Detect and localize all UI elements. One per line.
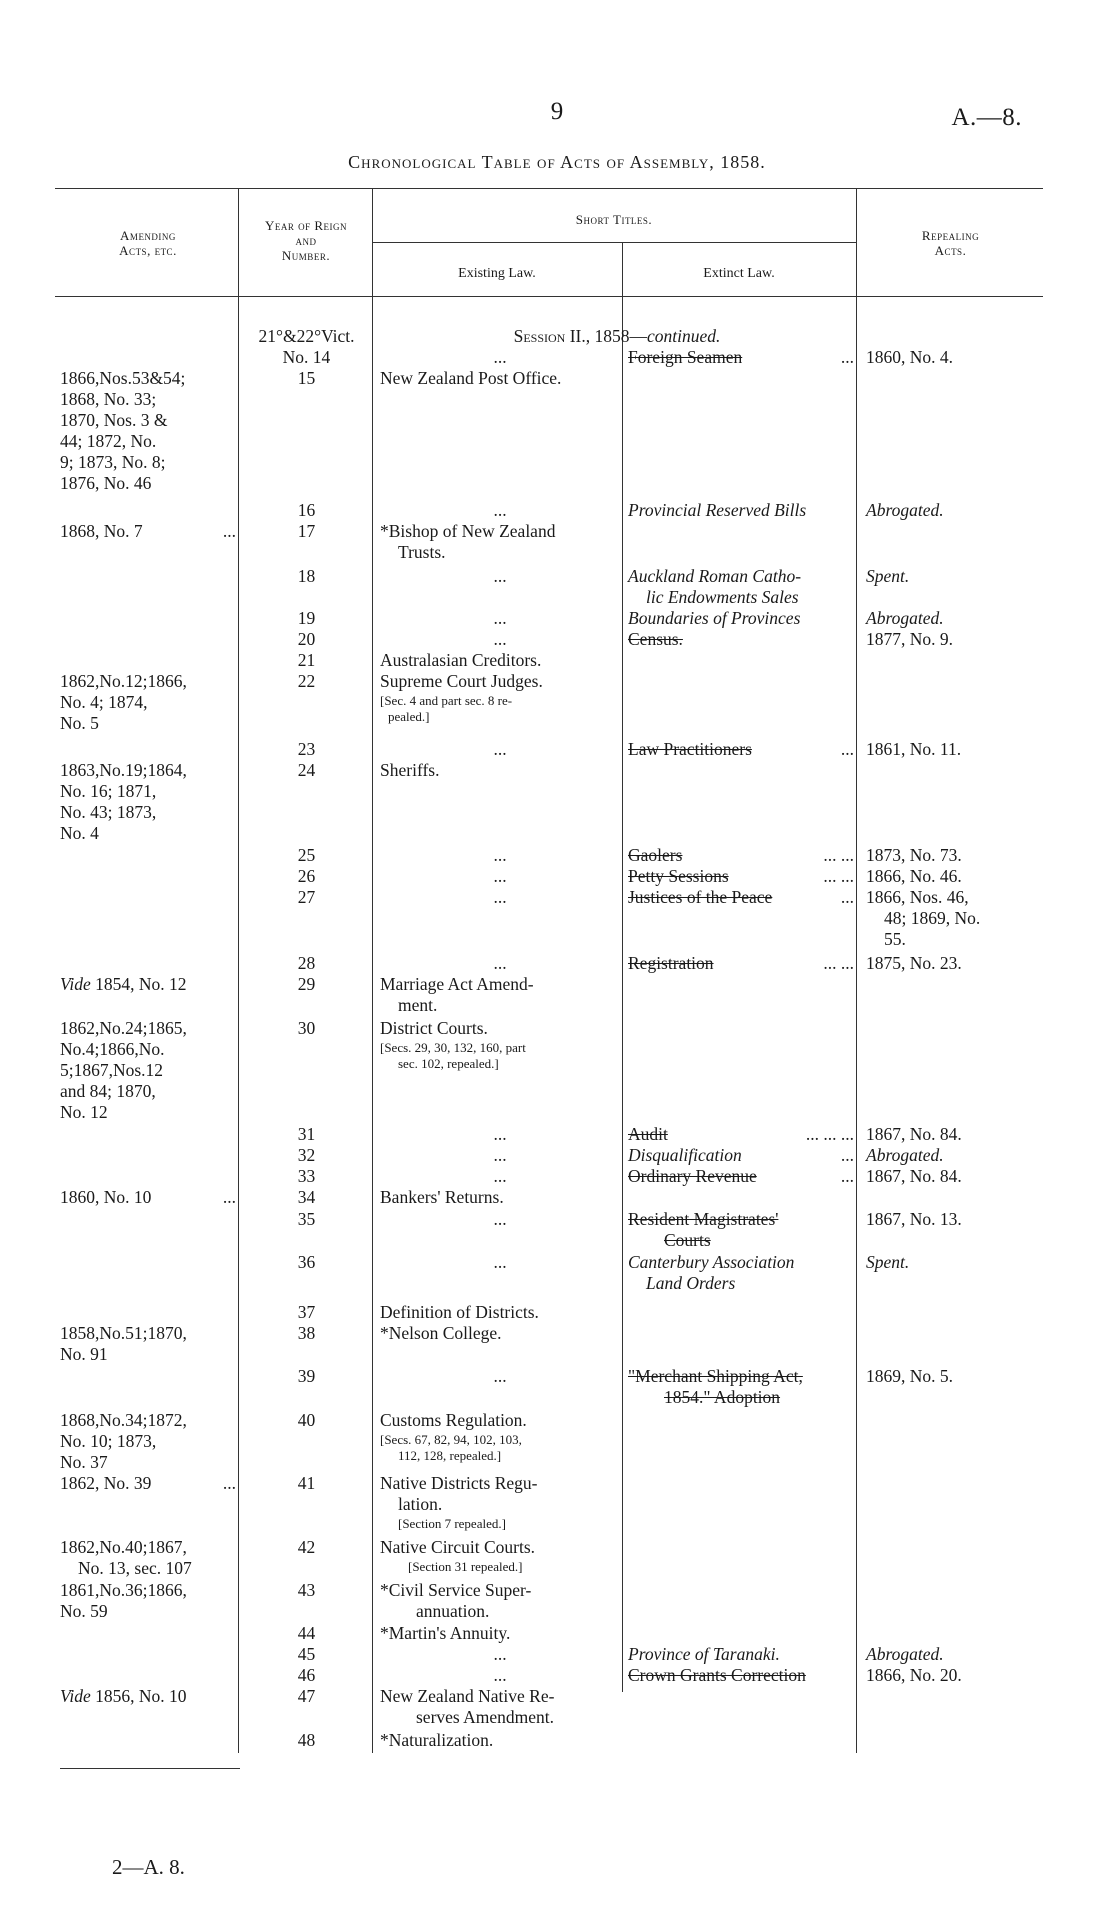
short-titles-subrule bbox=[372, 242, 856, 243]
row-45-repealing: Abrogated. bbox=[866, 1644, 944, 1664]
row-43-existing: *Civil Service Super- annuation. bbox=[380, 1580, 532, 1621]
row-34-year: 34 bbox=[297, 1187, 316, 1207]
row-19-extinct: Boundaries of Provinces bbox=[628, 608, 801, 628]
row-41-note: [Section 7 repealed.] bbox=[398, 1516, 506, 1531]
header-year: Year of Reign and Number. bbox=[264, 218, 348, 263]
row-26-repealing: 1866, No. 46. bbox=[866, 866, 962, 886]
row-36-existing: ... bbox=[493, 1252, 507, 1272]
row-39-existing: ... bbox=[493, 1366, 507, 1386]
row-22-year: 22 bbox=[297, 671, 316, 691]
row-30-year: 30 bbox=[297, 1018, 316, 1038]
row-44-year: 44 bbox=[297, 1623, 316, 1643]
row-26-extinct: Petty Sessions ... ... bbox=[628, 866, 854, 886]
row-34-existing: Bankers' Returns. bbox=[380, 1187, 504, 1207]
row-25-existing: ... bbox=[493, 845, 507, 865]
header-bottom-rule bbox=[55, 296, 1043, 297]
row-23-repealing: 1861, No. 11. bbox=[866, 739, 962, 759]
row-47-year: 47 bbox=[297, 1686, 316, 1706]
row-15-existing: New Zealand Post Office. bbox=[380, 368, 562, 388]
header-extinct-law: Extinct Law. bbox=[703, 266, 775, 281]
column-divider-1 bbox=[238, 188, 239, 1753]
row-38-amending: 1858,No.51;1870, No. 91 bbox=[60, 1323, 187, 1364]
row-16-repealing: Abrogated. bbox=[866, 500, 944, 520]
row-43-year: 43 bbox=[297, 1580, 316, 1600]
row-20-repealing: 1877, No. 9. bbox=[866, 629, 954, 649]
row-25-repealing: 1873, No. 73. bbox=[866, 845, 962, 865]
row-31-existing: ... bbox=[493, 1124, 507, 1144]
row-19-repealing: Abrogated. bbox=[866, 608, 944, 628]
regnal-year: 21°&22°Vict. bbox=[258, 326, 355, 346]
row-33-year: 33 bbox=[297, 1166, 316, 1186]
row-16-extinct: Provincial Reserved Bills bbox=[628, 500, 807, 520]
row-36-repealing: Spent. bbox=[866, 1252, 910, 1272]
row-40-year: 40 bbox=[297, 1410, 316, 1430]
row-20-extinct: Census. bbox=[628, 629, 683, 649]
row-26-existing: ... bbox=[493, 866, 507, 886]
row-45-extinct: Province of Taranaki. bbox=[628, 1644, 780, 1664]
row-41-year: 41 bbox=[297, 1473, 316, 1493]
row-22-amending: 1862,No.12;1866, No. 4; 1874, No. 5 bbox=[60, 671, 187, 733]
table-top-rule bbox=[55, 188, 1043, 189]
row-27-existing: ... bbox=[493, 887, 507, 907]
row-35-extinct: Resident Magistrates' Courts bbox=[628, 1209, 779, 1250]
row-31-extinct: Audit ... ... ... bbox=[628, 1124, 854, 1144]
row-35-year: 35 bbox=[297, 1209, 316, 1229]
row-26-year: 26 bbox=[297, 866, 316, 886]
row-46-year: 46 bbox=[297, 1665, 316, 1685]
row-33-existing: ... bbox=[493, 1166, 507, 1186]
row-30-note: [Secs. 29, 30, 132, 160, part sec. 102, repealed.] bbox=[380, 1040, 526, 1071]
row-18-year: 18 bbox=[297, 566, 316, 586]
page-title: Chronological Table of Acts of Assembly, 1858. bbox=[348, 152, 766, 172]
row-42-note: [Section 31 repealed.] bbox=[408, 1559, 523, 1574]
row-20-existing: ... bbox=[493, 629, 507, 649]
row-41-existing: Native Districts Regu- lation. bbox=[380, 1473, 538, 1514]
row-14-repealing: 1860, No. 4. bbox=[866, 347, 954, 367]
row-29-year: 29 bbox=[297, 974, 316, 994]
document-reference: A.—8. bbox=[951, 104, 1022, 131]
row-42-existing: Native Circuit Courts. bbox=[380, 1537, 536, 1557]
row-18-repealing: Spent. bbox=[866, 566, 910, 586]
row-21-year: 21 bbox=[297, 650, 316, 670]
row-28-existing: ... bbox=[493, 953, 507, 973]
row-17-existing: *Bishop of New Zealand Trusts. bbox=[380, 521, 556, 562]
row-23-existing: ... bbox=[493, 739, 507, 759]
row-28-year: 28 bbox=[297, 953, 316, 973]
row-39-year: 39 bbox=[297, 1366, 316, 1386]
row-30-amending: 1862,No.24;1865, No.4;1866,No. 5;1867,Nos.12 and 84; 1870, No. 12 bbox=[60, 1018, 187, 1122]
row-22-existing: Supreme Court Judges. bbox=[380, 671, 543, 691]
row-47-existing: New Zealand Native Re- serves Amendment. bbox=[380, 1686, 555, 1727]
row-35-repealing: 1867, No. 13. bbox=[866, 1209, 962, 1229]
row-19-year: 19 bbox=[297, 608, 316, 628]
row-38-year: 38 bbox=[297, 1323, 316, 1343]
row-48-year: 48 bbox=[297, 1730, 316, 1750]
row-28-repealing: 1875, No. 23. bbox=[866, 953, 962, 973]
row-39-repealing: 1869, No. 5. bbox=[866, 1366, 954, 1386]
row-40-existing: Customs Regulation. bbox=[380, 1410, 527, 1430]
row-15-amending: 1866,Nos.53&54; 1868, No. 33; 1870, Nos. 3 & 44; 1872, No. 9; 1873, No. 8; 1876, No. 46 bbox=[60, 368, 186, 493]
row-14-existing: ... bbox=[493, 347, 507, 367]
row-34-amending: 1860, No. 10 ... bbox=[60, 1187, 236, 1207]
column-divider-2 bbox=[372, 188, 373, 1753]
row-32-existing: ... bbox=[493, 1145, 507, 1165]
row-39-extinct: "Merchant Shipping Act, 1854." Adoption bbox=[628, 1366, 803, 1407]
table-bottom-rule bbox=[60, 1768, 240, 1769]
row-22-note: [Sec. 4 and part sec. 8 re- pealed.] bbox=[380, 693, 513, 724]
row-14-extinct: Foreign Seamen ... bbox=[628, 347, 854, 367]
row-40-amending: 1868,No.34;1872, No. 10; 1873, No. 37 bbox=[60, 1410, 187, 1472]
row-19-existing: ... bbox=[493, 608, 507, 628]
row-37-year: 37 bbox=[297, 1302, 316, 1322]
row-47-amending: Vide 1856, No. 10 bbox=[60, 1686, 187, 1706]
row-32-repealing: Abrogated. bbox=[866, 1145, 944, 1165]
row-21-existing: Australasian Creditors. bbox=[380, 650, 542, 670]
row-25-year: 25 bbox=[297, 845, 316, 865]
row-15-year: 15 bbox=[297, 368, 316, 388]
row-20-year: 20 bbox=[297, 629, 316, 649]
row-41-amending: 1862, No. 39 ... bbox=[60, 1473, 236, 1493]
row-16-existing: ... bbox=[493, 500, 507, 520]
row-45-existing: ... bbox=[493, 1644, 507, 1664]
row-18-extinct: Auckland Roman Catho- lic Endowments Sales bbox=[628, 566, 802, 607]
session-heading: Session II., 1858—continued. bbox=[513, 326, 721, 346]
row-25-extinct: Gaolers ... ... bbox=[628, 845, 854, 865]
row-35-existing: ... bbox=[493, 1209, 507, 1229]
row-33-extinct: Ordinary Revenue ... bbox=[628, 1166, 854, 1186]
row-16-year: 16 bbox=[297, 500, 316, 520]
row-43-amending: 1861,No.36;1866, No. 59 bbox=[60, 1580, 187, 1621]
row-32-year: 32 bbox=[297, 1145, 316, 1165]
row-24-amending: 1863,No.19;1864, No. 16; 1871, No. 43; 1873, No. 4 bbox=[60, 760, 187, 843]
row-24-existing: Sheriffs. bbox=[380, 760, 440, 780]
row-48-existing: *Naturalization. bbox=[380, 1730, 494, 1750]
column-divider-4 bbox=[856, 188, 857, 1753]
page-footer-signature: 2—A. 8. bbox=[112, 1855, 185, 1879]
row-45-year: 45 bbox=[297, 1644, 316, 1664]
row-46-repealing: 1866, No. 20. bbox=[866, 1665, 962, 1685]
row-27-repealing: 1866, Nos. 46, 48; 1869, No. 55. bbox=[866, 887, 981, 949]
header-existing-law: Existing Law. bbox=[458, 266, 536, 281]
header-amending: Amending Acts, etc. bbox=[119, 228, 177, 258]
row-31-repealing: 1867, No. 84. bbox=[866, 1124, 962, 1144]
row-31-year: 31 bbox=[297, 1124, 316, 1144]
row-38-existing: *Nelson College. bbox=[380, 1323, 502, 1343]
header-repealing: Repealing Acts. bbox=[921, 228, 980, 258]
row-18-existing: ... bbox=[493, 566, 507, 586]
row-32-extinct: Disqualification ... bbox=[628, 1145, 854, 1165]
row-46-existing: ... bbox=[493, 1665, 507, 1685]
row-33-repealing: 1867, No. 84. bbox=[866, 1166, 962, 1186]
row-14-year: No. 14 bbox=[282, 347, 331, 367]
row-46-extinct: Crown Grants Correction bbox=[628, 1665, 806, 1685]
row-23-year: 23 bbox=[297, 739, 316, 759]
row-36-extinct: Canterbury Association Land Orders bbox=[628, 1252, 795, 1293]
row-28-extinct: Registration ... ... bbox=[628, 953, 854, 973]
row-42-year: 42 bbox=[297, 1537, 316, 1557]
row-29-amending: Vide 1854, No. 12 bbox=[60, 974, 187, 994]
row-27-extinct: Justices of the Peace ... bbox=[628, 887, 854, 907]
row-17-amending: 1868, No. 7 ... bbox=[60, 521, 236, 541]
row-29-existing: Marriage Act Amend- ment. bbox=[380, 974, 534, 1015]
header-short-titles: Short Titles. bbox=[575, 212, 653, 227]
row-42-amending: 1862,No.40;1867, No. 13, sec. 107 bbox=[60, 1537, 192, 1578]
row-37-existing: Definition of Districts. bbox=[380, 1302, 539, 1322]
column-divider-3 bbox=[622, 242, 623, 1692]
row-17-year: 17 bbox=[297, 521, 316, 541]
row-36-year: 36 bbox=[297, 1252, 316, 1272]
row-44-existing: *Martin's Annuity. bbox=[380, 1623, 511, 1643]
row-24-year: 24 bbox=[297, 760, 316, 780]
row-23-extinct: Law Practitioners ... bbox=[628, 739, 854, 759]
page-number: 9 bbox=[550, 98, 564, 125]
row-27-year: 27 bbox=[297, 887, 316, 907]
row-40-note: [Secs. 67, 82, 94, 102, 103, 112, 128, repealed.] bbox=[380, 1432, 522, 1463]
row-30-existing: District Courts. bbox=[380, 1018, 488, 1038]
